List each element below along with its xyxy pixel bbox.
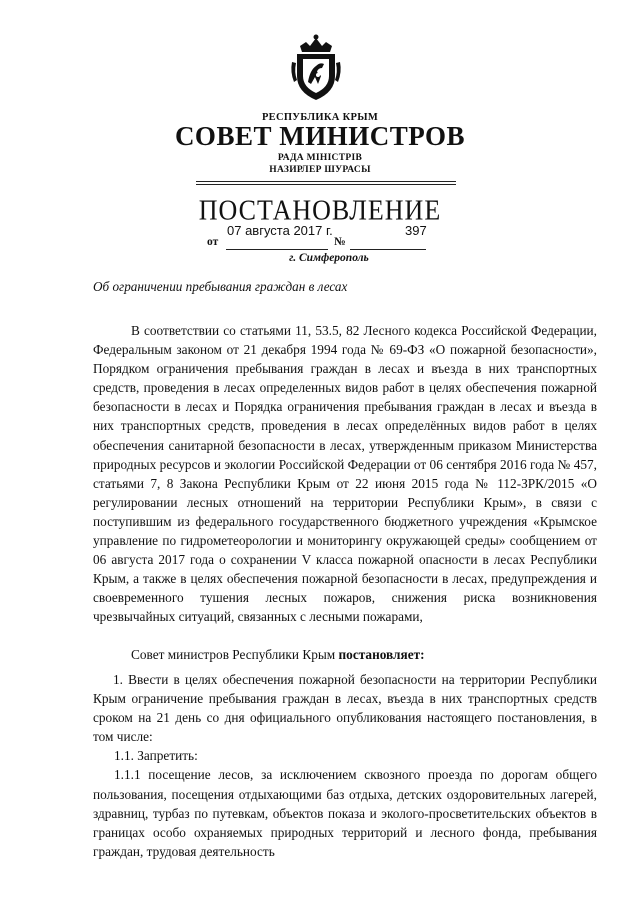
republic-name: РЕСПУБЛИКА КРЫМ [261, 112, 379, 123]
item-1-paragraph: 1. Ввести в целях обеспечения пожарной безопасности на территории Республики Крым ограничение пребывания граждан в лесах, въезда в них транспортных средств сроком на 21 день со дня официального опубликования настоящего постановления, в том числе: [93, 672, 597, 745]
resolution-paragraph [93, 645, 597, 664]
number-underline [350, 249, 426, 250]
item-1-1-paragraph: 1.1. Запретить: [114, 748, 198, 764]
decree-items-section [93, 670, 597, 861]
resolution-lead: Совет министров Республики Крым [131, 647, 339, 662]
header-divider [196, 181, 456, 182]
document-type-title: ПОСТАНОВЛЕНИЕ [198, 194, 442, 227]
council-name-crimean-tatar: НАЗИРЛЕР ШУРАСЫ [269, 165, 371, 175]
resolution-section [93, 645, 597, 664]
city-label: г. Симферополь [289, 252, 369, 264]
item-1-1-1-paragraph: 1.1.1 посещение лесов, за исключением сквозного проезда по дорогам общего пользования, посещения отдыхающими баз отдыха, детских оздоровительных лагерей, здравниц, турбаз по путевкам, объектов показа и эколого-просветительских объектов в границах особо охраняемых природных территорий и лесного фонда, пребывания граждан, трудовая деятельность [93, 767, 597, 859]
header-divider-second [196, 184, 456, 185]
preamble-paragraph: В соответствии со статьями 11, 53.5, 82 Лесного кодекса Российской Федерации, Федеральным законом от 21 декабря 1994 года № 69-ФЗ «О пожарной безопасности», Порядком ограничения пребывания граждан в лесах и въезда в них транспортных средств, проведения в лесах определенных видов работ в целях обеспечения пожарной безопасности в лесах и Порядка ограничения пребывания граждан в лесах и въезда в них транспортных средств, проведения в лесах определённых видов работ в целях обеспечения санитарной безопасности в лесах, утвержденным приказом Министерства природных ресурсов и экологии Российской Федерации от 06 сентября 2016 года № 457, статьями 7, 8 Закона Республики Крым от 22 июня 2015 года № 112-ЗРК/2015 «О регулировании лесных отношений на территории Республики Крым», в связи с поступившим из федерального государственного бюджетного учреждения «Крымское управление по гидрометеорологии и мониторингу окружающей среды» сообщением от 06 августа 2017 года о сохранении V класса пожарной опасности в лесах Республики Крым, а также в целях обеспечения пожарной безопасности в лесах, предупреждения и своевременного тушения лесных пожаров, снижения риска возникновения чрезвычайных ситуаций, связанных с лесными пожарами, [93, 323, 597, 625]
council-name: СОВЕТ МИНИСТРОВ [174, 121, 466, 151]
number-sign-label: № [334, 236, 346, 248]
resolution-verb: постановляет: [338, 647, 425, 662]
decree-number: 397 [405, 223, 427, 238]
decree-date: 07 августа 2017 г. [227, 223, 333, 238]
coat-of-arms-emblem [288, 32, 344, 102]
from-label: от [207, 236, 219, 248]
council-name-ukrainian: РАДА МІНІСТРІВ [277, 153, 363, 163]
date-underline [226, 249, 328, 250]
preamble-section [93, 321, 597, 627]
document-subject: Об ограничении пребывания граждан в лесах [93, 279, 348, 294]
